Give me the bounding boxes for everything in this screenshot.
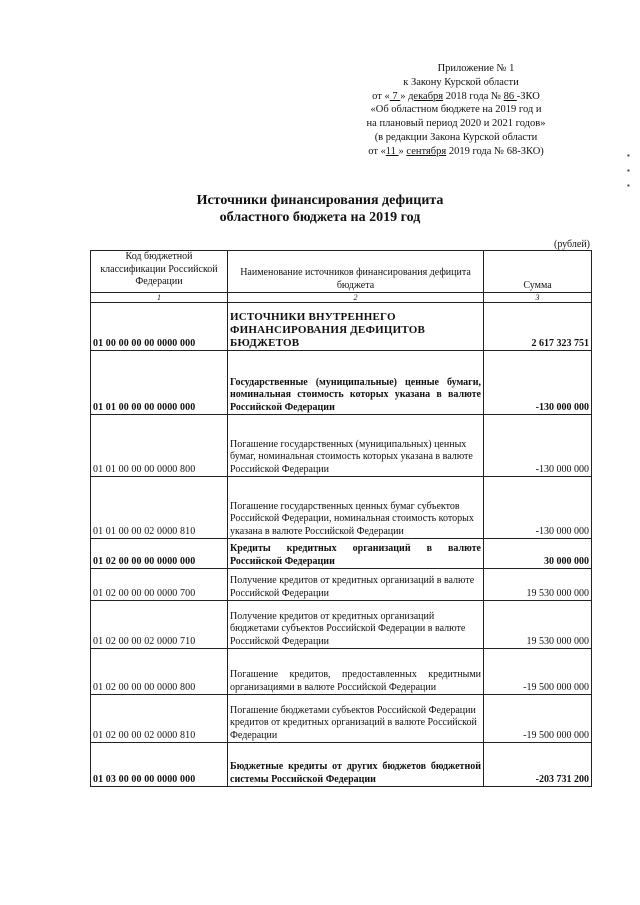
column-number: 2 bbox=[228, 293, 484, 303]
column-numbers-row bbox=[91, 293, 592, 303]
table-row bbox=[91, 477, 592, 539]
document-title bbox=[0, 192, 640, 226]
row-name: Кредиты кредитных организаций в валюте Российской Федерации bbox=[228, 539, 484, 569]
table-row bbox=[91, 601, 592, 649]
row-name: Государственные (муниципальные) ценные бумаги, номинальная стоимость которых указана в валюте Российской Федерации bbox=[228, 351, 484, 415]
row-name: Погашение кредитов, предоставленных кредитными организациями в валюте Российской Федерации bbox=[228, 649, 484, 695]
law-title-line2: на плановый период 2020 и 2021 годов» bbox=[366, 118, 546, 130]
row-code: 01 02 00 00 02 0000 710 bbox=[91, 601, 228, 649]
edition-date-rest: 2019 года № 68-ЗКО) bbox=[446, 145, 544, 157]
row-code: 01 02 00 00 00 0000 800 bbox=[91, 649, 228, 695]
row-code: 01 01 00 00 00 0000 000 bbox=[91, 351, 228, 415]
row-amount: 19 530 000 000 bbox=[484, 601, 592, 649]
title-line2: областного бюджета на 2019 год bbox=[219, 210, 421, 225]
edition-date-day: 11 bbox=[385, 145, 399, 157]
appendix-header bbox=[332, 62, 580, 159]
row-amount: -203 731 200 bbox=[484, 743, 592, 787]
law-number-suffix: -ЗКО bbox=[516, 90, 540, 102]
table-row bbox=[91, 303, 592, 351]
table-row bbox=[91, 539, 592, 569]
row-code: 01 01 00 00 00 0000 800 bbox=[91, 415, 228, 477]
edition-date-line bbox=[332, 145, 580, 159]
law-date-prefix: от « bbox=[372, 90, 390, 102]
row-name: Погашение государственных (муниципальных) ценных бумаг, номинальная стоимость которых указана в валюте Российской Федерации bbox=[228, 415, 484, 477]
row-amount: -130 000 000 bbox=[484, 351, 592, 415]
row-code: 01 02 00 00 02 0000 810 bbox=[91, 695, 228, 743]
row-code: 01 02 00 00 00 0000 700 bbox=[91, 569, 228, 601]
row-name: Бюджетные кредиты от других бюджетов бюджетной системы Российской Федерации bbox=[228, 743, 484, 787]
table-row bbox=[91, 351, 592, 415]
row-name: ИСТОЧНИКИ ВНУТРЕННЕГО ФИНАНСИРОВАНИЯ ДЕФИЦИТОВ БЮДЖЕТОВ bbox=[228, 303, 484, 351]
table-row bbox=[91, 415, 592, 477]
row-name: Получение кредитов от кредитных организаций бюджетами субъектов Российской Федерации в валюте Российской Федерации bbox=[228, 601, 484, 649]
edition-date-sep: » bbox=[398, 145, 407, 157]
header-amount: Сумма bbox=[484, 251, 592, 293]
law-date-year: 2018 года № bbox=[443, 90, 504, 102]
table-row bbox=[91, 743, 592, 787]
row-amount: 2 617 323 751 bbox=[484, 303, 592, 351]
table-row bbox=[91, 569, 592, 601]
law-reference: к Закону Курской области bbox=[403, 76, 519, 88]
row-name: Погашение государственных ценных бумаг субъектов Российской Федерации, номинальная стоимость которых указана в валюте Российской Федерации bbox=[228, 477, 484, 539]
edition-date-prefix: от « bbox=[368, 145, 386, 157]
row-amount: -19 500 000 000 bbox=[484, 695, 592, 743]
row-code: 01 03 00 00 00 0000 000 bbox=[91, 743, 228, 787]
financing-sources-table bbox=[90, 250, 592, 787]
table-row bbox=[91, 649, 592, 695]
scan-margin-mark: ▪ ▪ ▪ bbox=[624, 149, 633, 190]
edition-note: (в редакции Закона Курской области bbox=[374, 131, 538, 143]
law-date-sep: » bbox=[400, 90, 409, 102]
row-amount: 19 530 000 000 bbox=[484, 569, 592, 601]
law-date-month: декабря bbox=[408, 90, 444, 102]
law-title-line1: «Об областном бюджете на 2019 год и bbox=[370, 104, 542, 116]
appendix-number: Приложение № 1 bbox=[437, 63, 515, 74]
row-code: 01 00 00 00 00 0000 000 bbox=[91, 303, 228, 351]
row-name: Получение кредитов от кредитных организаций в валюте Российской Федерации bbox=[228, 569, 484, 601]
column-number: 3 bbox=[484, 293, 592, 303]
law-number: 86 bbox=[503, 90, 517, 102]
units-label: (рублей) bbox=[553, 239, 590, 250]
row-amount: 30 000 000 bbox=[484, 539, 592, 569]
row-code: 01 01 00 00 02 0000 810 bbox=[91, 477, 228, 539]
row-amount: -19 500 000 000 bbox=[484, 649, 592, 695]
header-name: Наименование источников финансирования дефицита бюджета bbox=[228, 251, 484, 293]
law-date-line bbox=[332, 90, 580, 104]
law-date-day: 7 bbox=[389, 90, 401, 102]
row-code: 01 02 00 00 00 0000 000 bbox=[91, 539, 228, 569]
row-amount: -130 000 000 bbox=[484, 415, 592, 477]
row-amount: -130 000 000 bbox=[484, 477, 592, 539]
column-number: 1 bbox=[91, 293, 228, 303]
edition-date-month: сентября bbox=[406, 145, 447, 157]
row-name: Погашение бюджетами субъектов Российской Федерации кредитов от кредитных организаций в валюте Российской Федерации bbox=[228, 695, 484, 743]
header-code: Код бюджетной классификации Российской Федерации bbox=[91, 251, 228, 293]
title-line1: Источники финансирования дефицита bbox=[196, 193, 444, 208]
table-row bbox=[91, 695, 592, 743]
